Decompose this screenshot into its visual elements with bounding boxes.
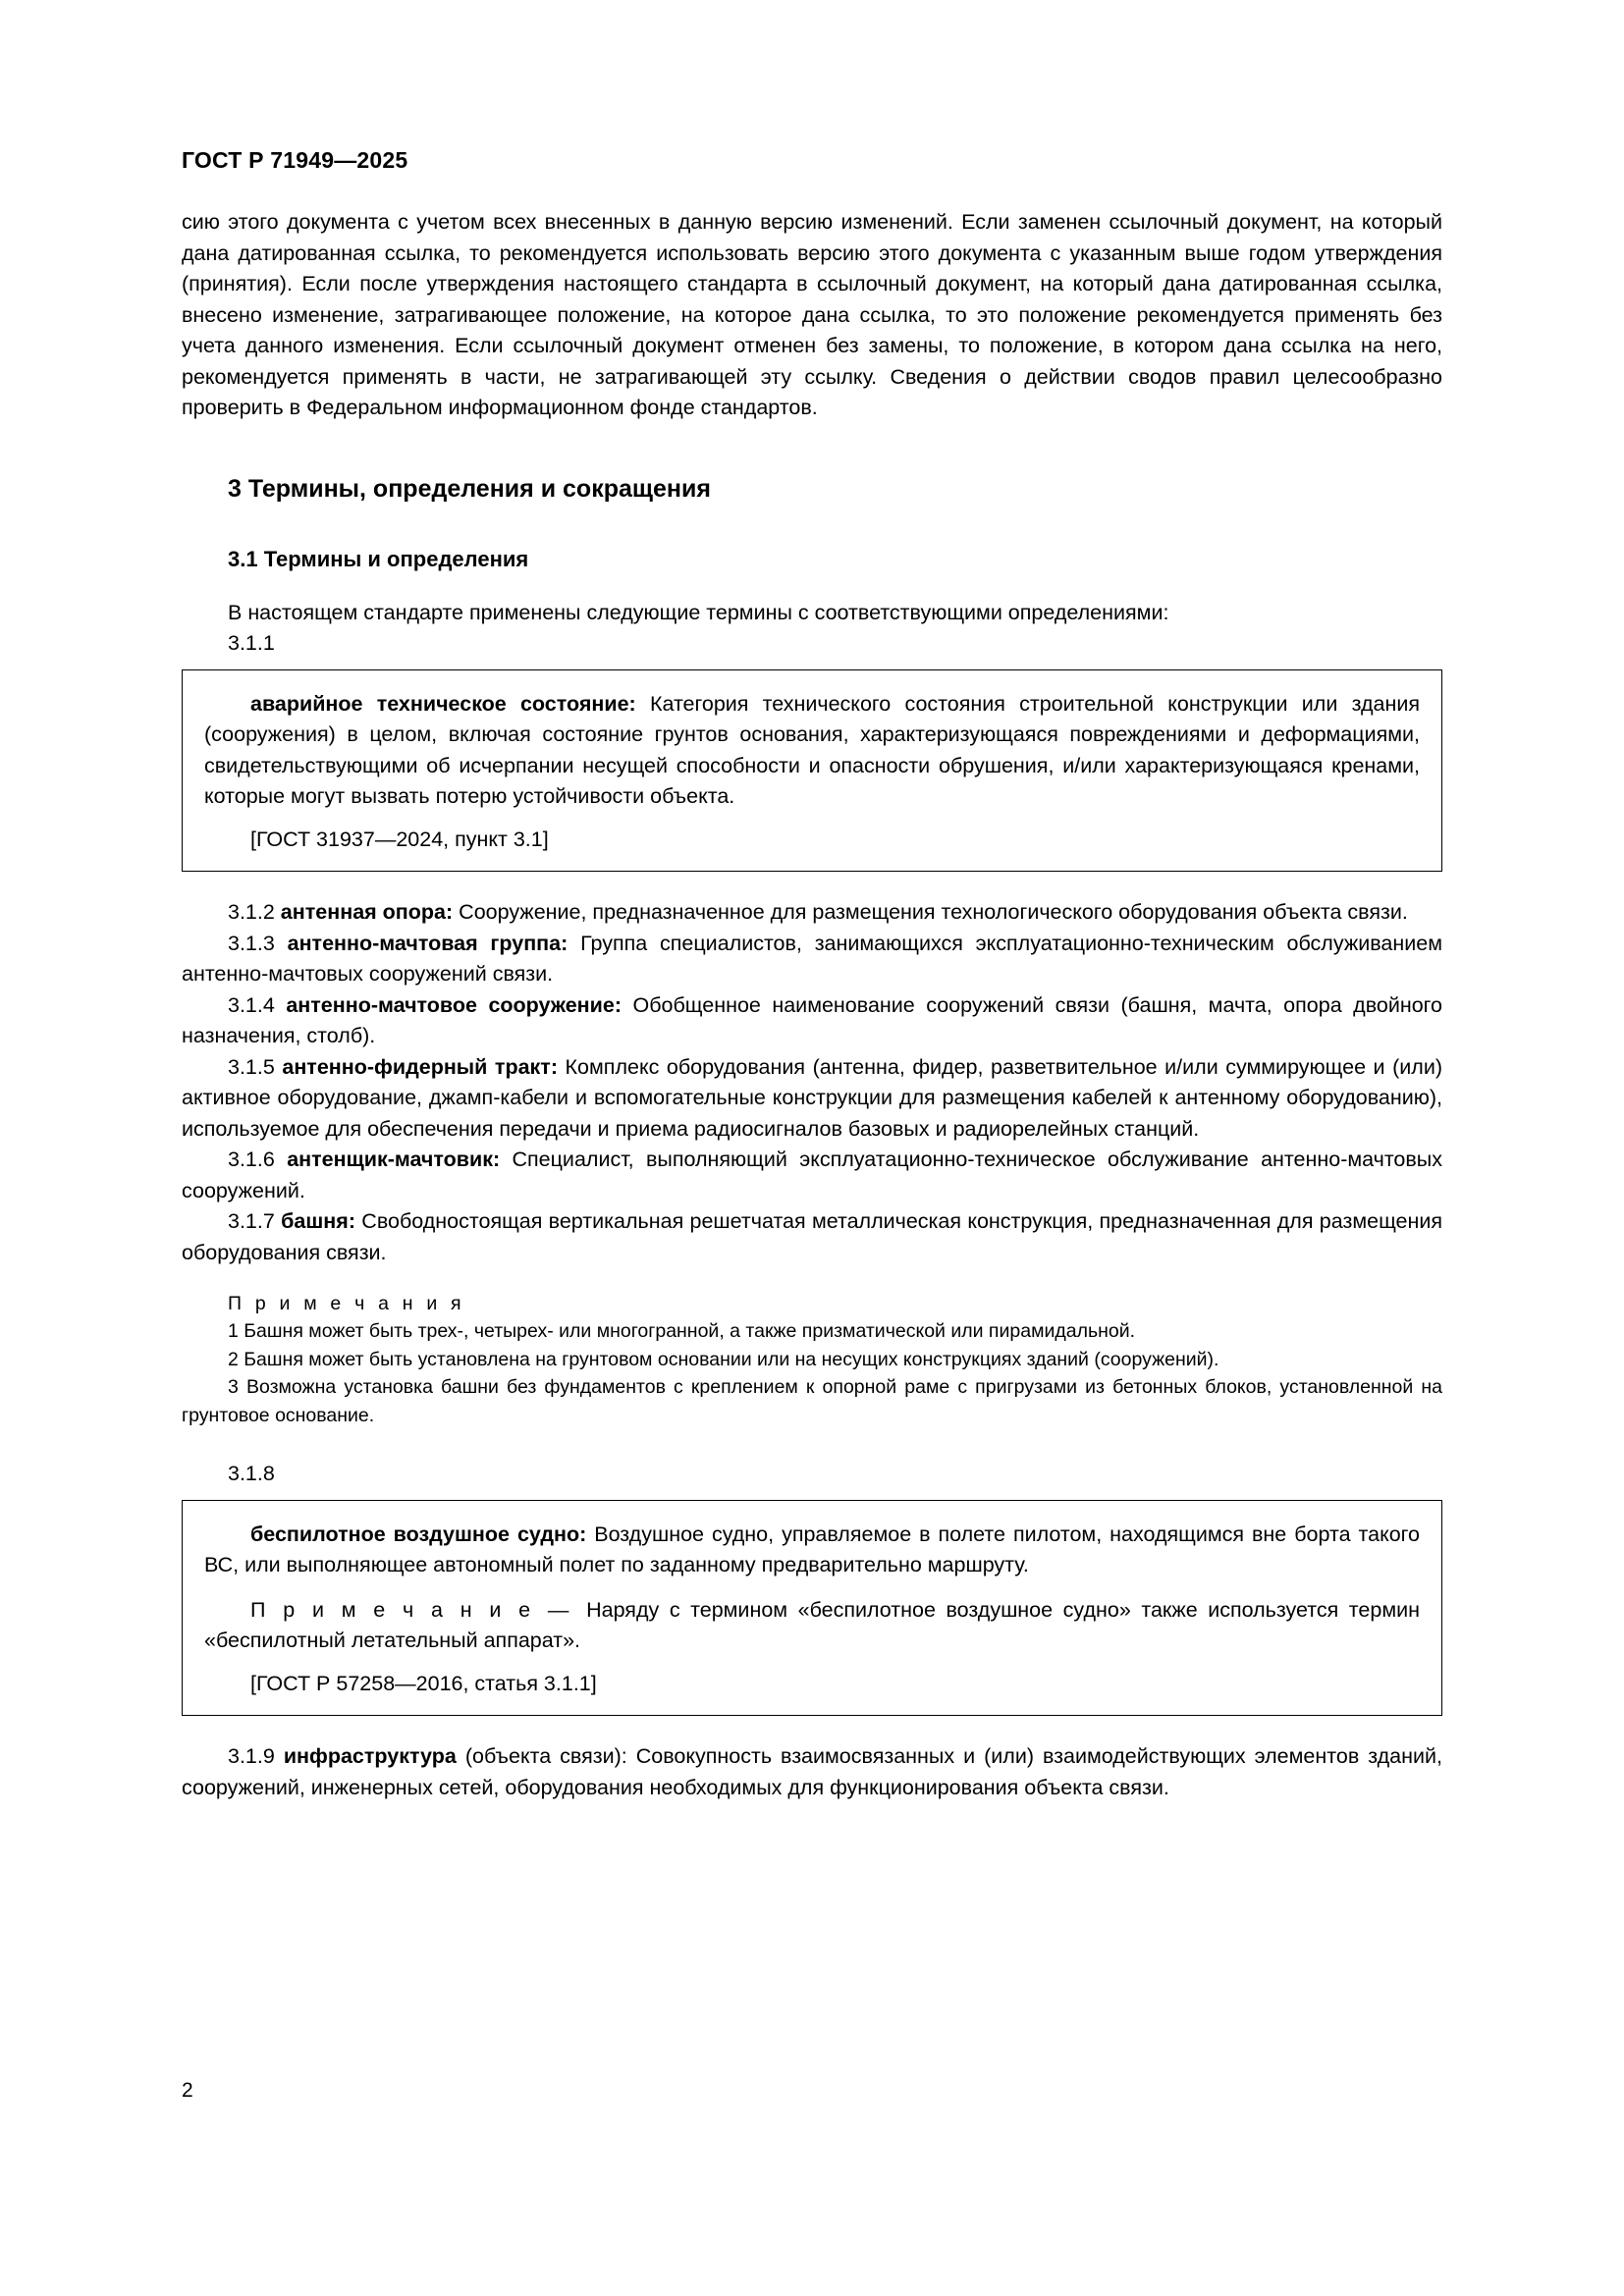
term-text: Свободностоящая вертикальная решетчатая металлическая конструкция, предназначенная для размещения оборудования связи. xyxy=(182,1209,1442,1264)
term-number: 3.1.3 xyxy=(228,931,288,955)
term-source-3-1-1: [ГОСТ 31937—2024, пункт 3.1] xyxy=(250,827,549,851)
page-header: ГОСТ Р 71949—2025 xyxy=(182,147,408,173)
term-box-3-1-8 xyxy=(182,1500,1442,1717)
term-label: антенно-мачтовое сооружение: xyxy=(286,992,622,1017)
term-number: 3.1.2 xyxy=(228,900,281,924)
term-item xyxy=(182,929,1442,990)
intro-paragraph: сию этого документа с учетом всех внесенных в данную версию изменений. Если заменен ссылочный документ, на который дана датированная ссылка, то рекомендуется использовать версию этого документа с указанным выше годом утверждения (принятия). Если после утверждения настоящего стандарта в ссылочный документ, на который дана датированная ссылка, внесено изменение, затрагивающее положение, на которое дана ссылка, то это положение рекомендуется применять без учета данного изменения. Если ссылочный документ отменен без замены, то положение, в котором дана ссылка на него, рекомендуется применять в части, не затрагивающей эту ссылку. Сведения о действии сводов правил целесообразно проверить в Федеральном информационном фонде стандартов. xyxy=(182,210,1442,419)
term-text: Группа специалистов, занимающихся эксплуатационно-техническим обслуживанием антенно-мачтовых сооружений связи. xyxy=(182,931,1442,986)
term-text: Обобщенное наименование сооружений связи (башня, мачта, опора двойного назначения, столб). xyxy=(182,992,1442,1047)
note-item: 3 Возможна установка башни без фундаментов с креплением к опорной раме с пригрузами из бетонных блоков, установленной на грунтовое основание. xyxy=(182,1376,1442,1426)
term-number: 3.1.6 xyxy=(228,1148,288,1171)
term-label: антенная опора: xyxy=(280,900,454,924)
term-number-3-1-1: 3.1.1 xyxy=(228,631,275,655)
section-heading: 3 Термины, определения и сокращения xyxy=(228,474,711,503)
note-text: Наряду с термином «беспилотное воздушное судно» также используется термин «беспилотный летательный аппарат». xyxy=(204,1597,1420,1652)
term-label-3-1-1: аварийное техническое состояние: xyxy=(250,691,636,716)
term-definition-3-1-1 xyxy=(204,689,1420,813)
note-label: П р и м е ч а н и е — xyxy=(250,1597,587,1622)
term-number: 3.1.7 xyxy=(228,1209,282,1233)
term-number-3-1-8: 3.1.8 xyxy=(228,1462,275,1485)
term-label: башня: xyxy=(281,1209,355,1233)
term-item xyxy=(182,1052,1442,1146)
term-box-3-1-1 xyxy=(182,669,1442,873)
term-item xyxy=(182,990,1442,1052)
subsection-lead: В настоящем стандарте применены следующие термины с соответствующими определениями: xyxy=(228,600,1169,624)
term-text: (объекта связи): Совокупность взаимосвязанных и (или) взаимодействующих элементов зданий, сооружений, инженерных сетей, оборудования необходимых для функционирования объекта связи. xyxy=(182,1744,1442,1799)
term-text: Специалист, выполняющий эксплуатационно-техническое обслуживание антенно-мачтовых сооружений. xyxy=(182,1148,1443,1202)
term-label-3-1-8: беспилотное воздушное судно: xyxy=(250,1522,587,1546)
page-number: 2 xyxy=(182,2079,193,2102)
term-text: Сооружение, предназначенное для размещения технологического оборудования объекта связи. xyxy=(453,900,1408,924)
term-item xyxy=(182,897,1442,929)
term-number: 3.1.4 xyxy=(228,992,287,1017)
subsection-heading: 3.1 Термины и определения xyxy=(228,546,529,571)
term-item xyxy=(182,1206,1442,1268)
notes-block xyxy=(182,1290,1442,1429)
term-item xyxy=(182,1741,1442,1803)
note-item: 1 Башня может быть трех-, четырех- или многогранной, а также призматической или пирамидальной. xyxy=(228,1320,1136,1342)
term-definition-3-1-8 xyxy=(204,1520,1420,1581)
term-item xyxy=(182,1145,1442,1206)
term-number: 3.1.9 xyxy=(228,1744,284,1768)
note-item: 2 Башня может быть установлена на грунтовом основании или на несущих конструкциях зданий (сооружений). xyxy=(228,1348,1219,1370)
term-label: антенно-мачтовая группа: xyxy=(287,931,568,955)
term-text-3-1-1: Категория технического состояния строительной конструкции или здания (сооружения) в целом, включая состояние грунтов основания, характеризующаяся повреждениями и деформациями, свидетельствующими об исчерпании несущей способности и опасности обрушения, и/или характеризующаяся кренами, которые могут вызвать потерю устойчивости объекта. xyxy=(204,691,1420,808)
term-text: Комплекс оборудования (антенна, фидер, разветвительное и/или суммирующее и (или) активное оборудование, джамп-кабели и вспомогательные конструкции для размещения кабелей к антенному оборудованию), используемое для обеспечения передачи и приема радиосигналов базовых и радиорелейных станций. xyxy=(182,1054,1442,1141)
term-source-3-1-8: [ГОСТ Р 57258—2016, статья 3.1.1] xyxy=(250,1671,597,1695)
terms-list-tail xyxy=(182,1741,1442,1803)
term-text-3-1-8: Воздушное судно, управляемое в полете пилотом, находящимся вне борта такого ВС, или выполняющее автономный полет по заданному предварительно маршруту. xyxy=(204,1522,1420,1576)
terms-list xyxy=(182,897,1442,1268)
notes-title: П р и м е ч а н и я xyxy=(228,1293,465,1314)
term-number: 3.1.5 xyxy=(228,1054,283,1079)
term-note-3-1-8 xyxy=(204,1595,1420,1657)
term-label: антенщик-мачтовик: xyxy=(287,1148,501,1171)
term-label: инфраструктура xyxy=(283,1744,457,1768)
term-label: антенно-фидерный тракт: xyxy=(282,1054,558,1079)
